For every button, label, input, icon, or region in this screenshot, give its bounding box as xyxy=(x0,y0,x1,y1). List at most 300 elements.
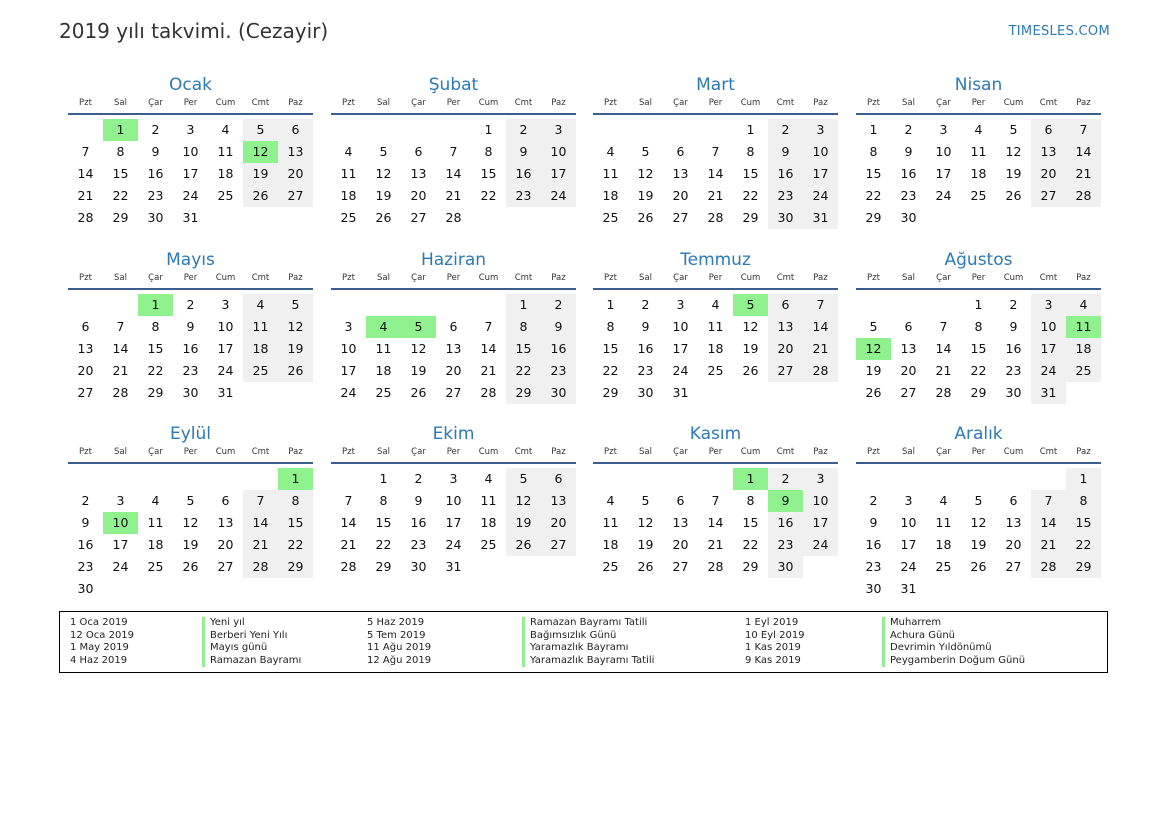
empty-day-cell xyxy=(401,294,436,316)
weekday-header xyxy=(593,96,838,115)
empty-day-cell xyxy=(68,468,103,490)
day-cell: 8 xyxy=(484,144,493,159)
day-cell: 3 xyxy=(803,119,838,141)
day-cell: 23 xyxy=(182,363,199,378)
day-cell: 27 xyxy=(217,559,234,574)
month-name: Temmuz xyxy=(680,250,751,270)
empty-day-cell xyxy=(436,119,471,141)
day-cell: 18 xyxy=(602,188,619,203)
day-cell: 15 xyxy=(506,338,541,360)
day-cell: 24 xyxy=(541,185,576,207)
day-cell: 31 xyxy=(672,385,689,400)
day-cell: 6 xyxy=(1031,119,1066,141)
weekday-label: Per xyxy=(446,98,461,108)
day-cell: 21 xyxy=(480,363,497,378)
day-cell: 1 xyxy=(869,122,878,137)
day-cell: 12 xyxy=(410,341,427,356)
weekday-label: Çar xyxy=(936,273,951,283)
day-cell: 19 xyxy=(970,537,987,552)
weekday-label: Sal xyxy=(114,273,127,283)
weekday-label: Cum xyxy=(215,98,236,108)
day-cell: 25 xyxy=(243,360,278,382)
day-cell: 24 xyxy=(112,559,129,574)
day-cell: 29 xyxy=(865,210,882,225)
day-cell: 10 xyxy=(445,493,462,508)
weekday-label: Cmt xyxy=(251,98,270,108)
day-cell: 9 xyxy=(541,316,576,338)
weekday-label: Çar xyxy=(148,273,163,283)
day-cell: 18 xyxy=(217,166,234,181)
day-cell: 2 xyxy=(1009,297,1018,312)
day-cell: 22 xyxy=(1066,534,1101,556)
day-cell: 5 xyxy=(1009,122,1018,137)
day-cell: 7 xyxy=(711,493,720,508)
day-cell: 8 xyxy=(278,490,313,512)
day-cell: 15 xyxy=(112,166,129,181)
weekday-label: Cmt xyxy=(776,273,795,283)
day-cell: 13 xyxy=(768,316,803,338)
day-cell: 11 xyxy=(147,515,164,530)
day-cell: 10 xyxy=(900,515,917,530)
day-grid xyxy=(331,119,576,229)
weekday-header xyxy=(331,271,576,290)
legend-date: 11 Ağu 2019 xyxy=(367,642,432,653)
weekday-label: Per xyxy=(183,447,198,457)
day-cell: 27 xyxy=(672,559,689,574)
day-cell: 13 xyxy=(672,515,689,530)
day-cell: 23 xyxy=(147,188,164,203)
day-cell: 10 xyxy=(935,144,952,159)
holiday-legend xyxy=(59,611,1108,673)
day-cell: 24 xyxy=(340,385,357,400)
day-cell: 26 xyxy=(1005,188,1022,203)
day-cell: 24 xyxy=(672,363,689,378)
weekday-label: Çar xyxy=(936,98,951,108)
weekday-label: Pzt xyxy=(604,273,617,283)
day-cell: 6 xyxy=(768,294,803,316)
day-cell: 25 xyxy=(147,559,164,574)
legend-col-1-names xyxy=(202,617,301,667)
month-calendar xyxy=(68,74,313,229)
day-cell: 18 xyxy=(707,341,724,356)
day-cell: 3 xyxy=(221,297,230,312)
day-cell: 11 xyxy=(935,515,952,530)
empty-day-cell xyxy=(68,119,103,141)
day-cell: 8 xyxy=(746,493,755,508)
day-cell: 28 xyxy=(112,385,129,400)
month-name: Mart xyxy=(696,75,735,95)
day-cell: 14 xyxy=(803,316,838,338)
weekday-header xyxy=(68,271,313,290)
empty-day-cell xyxy=(856,294,891,316)
day-cell: 6 xyxy=(221,493,230,508)
day-cell: 18 xyxy=(375,363,392,378)
weekday-label: Paz xyxy=(551,447,566,457)
day-cell: 26 xyxy=(506,534,541,556)
day-cell: 22 xyxy=(742,188,759,203)
weekday-label: Cmt xyxy=(1039,447,1058,457)
day-cell: 28 xyxy=(77,210,94,225)
weekday-label: Çar xyxy=(411,273,426,283)
day-cell: 4 xyxy=(939,493,948,508)
weekday-label: Çar xyxy=(673,447,688,457)
day-cell: 8 xyxy=(746,144,755,159)
day-cell: 7 xyxy=(116,319,125,334)
day-cell: 5 xyxy=(506,468,541,490)
day-cell: 18 xyxy=(340,188,357,203)
day-grid xyxy=(856,294,1101,404)
day-cell: 28 xyxy=(935,385,952,400)
day-cell: 14 xyxy=(340,515,357,530)
day-cell: 5 xyxy=(641,144,650,159)
weekday-label: Pzt xyxy=(79,98,92,108)
legend-col-3-names xyxy=(882,617,1025,667)
day-cell: 27 xyxy=(1005,559,1022,574)
month-name: Ekim xyxy=(432,424,475,444)
day-cell: 14 xyxy=(935,341,952,356)
weekday-label: Sal xyxy=(377,447,390,457)
day-cell: 4 xyxy=(711,297,720,312)
day-cell: 9 xyxy=(414,493,423,508)
day-cell: 2 xyxy=(904,122,913,137)
day-cell: 12 xyxy=(637,515,654,530)
empty-day-cell xyxy=(996,468,1031,490)
day-cell: 30 xyxy=(637,385,654,400)
day-cell: 25 xyxy=(340,210,357,225)
month-name: Nisan xyxy=(954,75,1003,95)
day-cell: 8 xyxy=(379,493,388,508)
day-cell: 22 xyxy=(112,188,129,203)
day-cell: 30 xyxy=(865,581,882,596)
day-cell: 15 xyxy=(865,166,882,181)
day-cell: 18 xyxy=(935,537,952,552)
day-cell: 29 xyxy=(375,559,392,574)
legend-date: 10 Eyl 2019 xyxy=(745,629,805,641)
month-name: Ocak xyxy=(169,75,212,95)
day-cell: 23 xyxy=(768,534,803,556)
day-cell: 20 xyxy=(217,537,234,552)
day-cell: 22 xyxy=(742,537,759,552)
day-cell: 19 xyxy=(1005,166,1022,181)
weekday-label: Per xyxy=(971,98,986,108)
day-cell: 16 xyxy=(541,338,576,360)
day-cell: 2 xyxy=(414,471,423,486)
holiday-day-cell: 1 xyxy=(138,294,173,316)
day-cell: 17 xyxy=(182,166,199,181)
weekday-label: Pzt xyxy=(79,273,92,283)
day-cell: 20 xyxy=(672,188,689,203)
empty-day-cell xyxy=(698,119,733,141)
day-cell: 29 xyxy=(742,210,759,225)
day-cell: 23 xyxy=(865,559,882,574)
day-cell: 7 xyxy=(243,490,278,512)
day-cell: 28 xyxy=(243,556,278,578)
day-cell: 10 xyxy=(217,319,234,334)
day-cell: 20 xyxy=(768,338,803,360)
day-cell: 4 xyxy=(221,122,230,137)
day-cell: 20 xyxy=(541,512,576,534)
legend-col-3-dates xyxy=(745,617,805,667)
day-cell: 16 xyxy=(506,163,541,185)
weekday-label: Pzt xyxy=(79,447,92,457)
weekday-label: Paz xyxy=(288,273,303,283)
day-cell: 17 xyxy=(445,515,462,530)
day-cell: 18 xyxy=(1066,338,1101,360)
day-cell: 11 xyxy=(217,144,234,159)
day-cell: 24 xyxy=(182,188,199,203)
day-cell: 13 xyxy=(410,166,427,181)
day-cell: 20 xyxy=(1005,537,1022,552)
weekday-label: Cum xyxy=(215,447,236,457)
day-cell: 30 xyxy=(410,559,427,574)
month-name: Eylül xyxy=(169,424,212,444)
day-cell: 13 xyxy=(445,341,462,356)
day-cell: 29 xyxy=(1066,556,1101,578)
day-cell: 1 xyxy=(746,122,755,137)
day-cell: 14 xyxy=(707,166,724,181)
weekday-label: Sal xyxy=(639,98,652,108)
weekday-label: Per xyxy=(708,98,723,108)
day-cell: 21 xyxy=(803,338,838,360)
day-cell: 26 xyxy=(278,360,313,382)
day-cell: 30 xyxy=(541,382,576,404)
day-cell: 27 xyxy=(768,360,803,382)
legend-date: 5 Haz 2019 xyxy=(367,617,425,628)
empty-day-cell xyxy=(628,119,663,141)
day-cell: 20 xyxy=(1031,163,1066,185)
day-cell: 10 xyxy=(672,319,689,334)
day-cell: 26 xyxy=(182,559,199,574)
day-cell: 15 xyxy=(375,515,392,530)
day-cell: 30 xyxy=(900,210,917,225)
month-calendar xyxy=(856,74,1101,229)
month-name: Aralık xyxy=(954,424,1003,444)
legend-date: 1 May 2019 xyxy=(70,642,129,653)
day-cell: 26 xyxy=(970,559,987,574)
weekday-label: Per xyxy=(708,447,723,457)
day-cell: 11 xyxy=(602,166,619,181)
day-cell: 17 xyxy=(340,363,357,378)
month-calendar xyxy=(593,74,838,229)
day-cell: 28 xyxy=(340,559,357,574)
day-cell: 25 xyxy=(375,385,392,400)
empty-day-cell xyxy=(401,119,436,141)
holiday-day-cell: 11 xyxy=(1066,316,1101,338)
day-cell: 24 xyxy=(935,188,952,203)
day-cell: 19 xyxy=(506,512,541,534)
day-cell: 8 xyxy=(151,319,160,334)
day-cell: 7 xyxy=(344,493,353,508)
day-cell: 16 xyxy=(1005,341,1022,356)
weekday-label: Sal xyxy=(639,273,652,283)
day-cell: 6 xyxy=(81,319,90,334)
legend-holiday-name: Achura Günü xyxy=(882,630,1025,643)
day-cell: 17 xyxy=(900,537,917,552)
day-cell: 18 xyxy=(602,537,619,552)
day-cell: 9 xyxy=(506,141,541,163)
day-cell: 7 xyxy=(81,144,90,159)
day-cell: 6 xyxy=(676,493,685,508)
legend-date: 1 Oca 2019 xyxy=(70,617,128,628)
day-cell: 18 xyxy=(243,338,278,360)
legend-date: 12 Oca 2019 xyxy=(70,629,135,641)
day-cell: 11 xyxy=(375,341,392,356)
day-cell: 19 xyxy=(637,537,654,552)
day-cell: 4 xyxy=(974,122,983,137)
day-cell: 21 xyxy=(707,537,724,552)
day-cell: 17 xyxy=(672,341,689,356)
day-cell: 7 xyxy=(939,319,948,334)
empty-day-cell xyxy=(331,468,366,490)
day-cell: 16 xyxy=(637,341,654,356)
day-cell: 25 xyxy=(217,188,234,203)
legend-date: 12 Ağu 2019 xyxy=(367,654,432,666)
day-cell: 4 xyxy=(484,471,493,486)
weekday-label: Çar xyxy=(411,447,426,457)
weekday-header xyxy=(856,96,1101,115)
holiday-day-cell: 1 xyxy=(103,119,138,141)
weekday-label: Cum xyxy=(478,98,499,108)
day-cell: 22 xyxy=(278,534,313,556)
day-cell: 28 xyxy=(445,210,462,225)
month-calendar xyxy=(68,423,313,600)
day-cell: 22 xyxy=(480,188,497,203)
day-cell: 21 xyxy=(112,363,129,378)
weekday-label: Paz xyxy=(288,447,303,457)
day-cell: 25 xyxy=(707,363,724,378)
day-cell: 13 xyxy=(217,515,234,530)
weekday-label: Sal xyxy=(902,98,915,108)
weekday-label: Çar xyxy=(673,98,688,108)
day-cell: 16 xyxy=(865,537,882,552)
weekday-header xyxy=(331,96,576,115)
day-cell: 22 xyxy=(506,360,541,382)
month-calendar xyxy=(331,74,576,229)
day-cell: 11 xyxy=(243,316,278,338)
day-cell: 30 xyxy=(77,581,94,596)
legend-date: 9 Kas 2019 xyxy=(745,654,801,666)
weekday-label: Cmt xyxy=(776,447,795,457)
day-cell: 15 xyxy=(970,341,987,356)
weekday-label: Cum xyxy=(478,273,499,283)
legend-date: 5 Tem 2019 xyxy=(367,629,426,641)
empty-day-cell xyxy=(471,294,506,316)
day-cell: 21 xyxy=(935,363,952,378)
day-cell: 22 xyxy=(865,188,882,203)
legend-holiday-name: Devrimin Yıldönümü xyxy=(882,642,1025,655)
day-cell: 2 xyxy=(768,468,803,490)
day-cell: 29 xyxy=(742,559,759,574)
day-cell: 27 xyxy=(672,210,689,225)
day-cell: 6 xyxy=(1009,493,1018,508)
holiday-day-cell: 10 xyxy=(103,512,138,534)
weekday-label: Cmt xyxy=(514,447,533,457)
day-cell: 10 xyxy=(1031,316,1066,338)
day-cell: 19 xyxy=(278,338,313,360)
legend-holiday-name: Bağımsızlık Günü xyxy=(522,630,654,643)
weekday-header xyxy=(68,96,313,115)
empty-day-cell xyxy=(208,468,243,490)
day-cell: 17 xyxy=(803,512,838,534)
weekday-label: Cum xyxy=(740,447,761,457)
day-cell: 18 xyxy=(480,515,497,530)
month-name: Şubat xyxy=(428,75,479,95)
day-cell: 10 xyxy=(803,141,838,163)
day-cell: 3 xyxy=(676,297,685,312)
weekday-label: Paz xyxy=(1076,273,1091,283)
weekday-label: Paz xyxy=(1076,447,1091,457)
day-cell: 12 xyxy=(742,319,759,334)
day-cell: 6 xyxy=(904,319,913,334)
brand-link[interactable]: TIMESLES.COM xyxy=(1008,24,1110,39)
day-cell: 13 xyxy=(278,141,313,163)
day-cell: 7 xyxy=(449,144,458,159)
day-cell: 23 xyxy=(768,185,803,207)
day-cell: 5 xyxy=(278,294,313,316)
day-cell: 21 xyxy=(340,537,357,552)
day-cell: 23 xyxy=(637,363,654,378)
day-cell: 31 xyxy=(803,207,838,229)
day-cell: 20 xyxy=(445,363,462,378)
empty-day-cell xyxy=(138,468,173,490)
day-cell: 3 xyxy=(541,119,576,141)
weekday-header xyxy=(68,445,313,464)
holiday-day-cell: 5 xyxy=(401,316,436,338)
day-cell: 17 xyxy=(217,341,234,356)
day-cell: 12 xyxy=(375,166,392,181)
day-cell: 10 xyxy=(541,141,576,163)
day-cell: 2 xyxy=(151,122,160,137)
day-cell: 18 xyxy=(147,537,164,552)
day-cell: 16 xyxy=(768,512,803,534)
empty-day-cell xyxy=(103,294,138,316)
weekday-header xyxy=(856,271,1101,290)
day-cell: 16 xyxy=(768,163,803,185)
day-cell: 28 xyxy=(707,559,724,574)
day-cell: 7 xyxy=(1066,119,1101,141)
empty-day-cell xyxy=(593,119,628,141)
legend-date: 1 Kas 2019 xyxy=(745,642,801,653)
day-cell: 5 xyxy=(186,493,195,508)
day-cell: 17 xyxy=(803,163,838,185)
holiday-day-cell: 4 xyxy=(366,316,401,338)
day-cell: 24 xyxy=(803,534,838,556)
day-cell: 22 xyxy=(602,363,619,378)
day-cell: 30 xyxy=(147,210,164,225)
weekday-label: Paz xyxy=(1076,98,1091,108)
day-cell: 10 xyxy=(803,490,838,512)
day-cell: 4 xyxy=(243,294,278,316)
day-cell: 26 xyxy=(410,385,427,400)
legend-holiday-name: Yeni yıl xyxy=(202,617,301,630)
day-cell: 15 xyxy=(1066,512,1101,534)
day-cell: 3 xyxy=(904,493,913,508)
day-cell: 4 xyxy=(606,493,615,508)
weekday-header xyxy=(593,271,838,290)
weekday-label: Pzt xyxy=(867,98,880,108)
empty-day-cell xyxy=(663,119,698,141)
holiday-day-cell: 1 xyxy=(733,468,768,490)
day-cell: 28 xyxy=(1066,185,1101,207)
day-cell: 29 xyxy=(112,210,129,225)
day-cell: 5 xyxy=(974,493,983,508)
day-cell: 29 xyxy=(506,382,541,404)
day-cell: 31 xyxy=(1031,382,1066,404)
day-cell: 19 xyxy=(182,537,199,552)
day-cell: 17 xyxy=(541,163,576,185)
day-cell: 20 xyxy=(278,163,313,185)
day-cell: 21 xyxy=(445,188,462,203)
